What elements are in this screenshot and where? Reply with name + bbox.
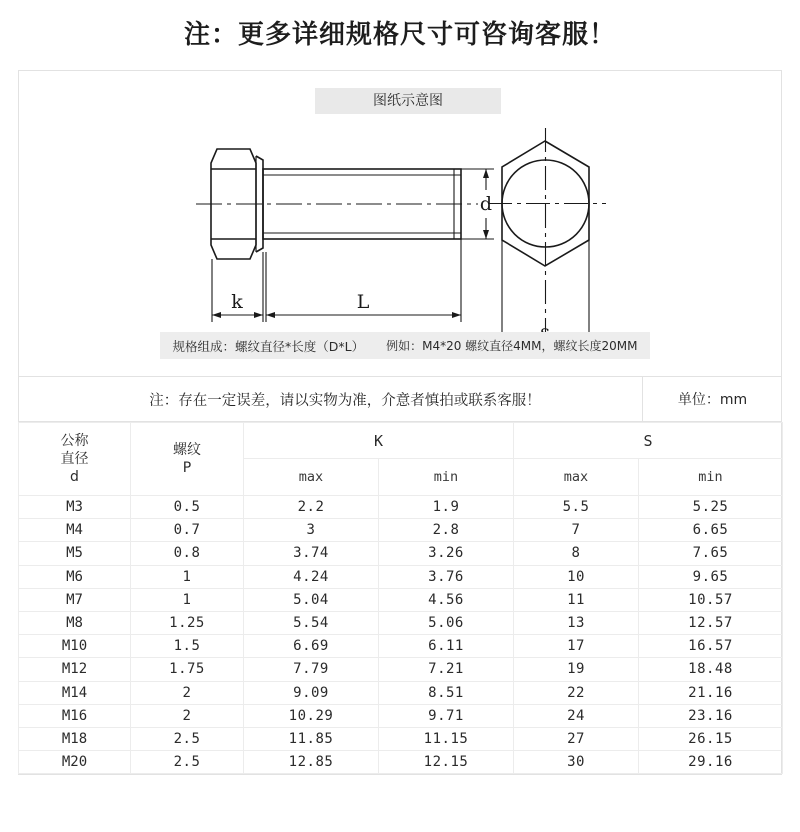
spec-example-text: 例如：M4*20 螺纹直径4MM，螺纹长度20MM [386,339,638,353]
header-s-min: min [639,459,783,496]
cell-k_min: 6.11 [379,635,514,658]
cell-d: M10 [19,635,131,658]
tolerance-note: 注：存在一定误差，请以实物为准，介意者慎拍或联系客服！ [18,377,643,421]
cell-d: M14 [19,681,131,704]
cell-k_max: 4.24 [244,565,379,588]
cell-p: 1.5 [131,635,244,658]
header-s-max: max [514,459,639,496]
cell-k_min: 9.71 [379,704,514,727]
diagram-caption: 图纸示意图 [315,88,501,114]
table-row [19,588,783,611]
table-row [19,565,783,588]
cell-d: M16 [19,704,131,727]
cell-d: M5 [19,542,131,565]
cell-s_min: 12.57 [639,611,783,634]
table-row [19,658,783,681]
spec-composition-text: 规格组成：螺纹直径*长度（D*L） [172,338,365,354]
cell-p: 2.5 [131,727,244,750]
cell-d: M18 [19,727,131,750]
cell-s_min: 16.57 [639,635,783,658]
cell-s_max: 19 [514,658,639,681]
cell-k_max: 5.04 [244,588,379,611]
table-row [19,704,783,727]
cell-k_max: 3 [244,519,379,542]
cell-k_max: 11.85 [244,727,379,750]
cell-p: 2.5 [131,751,244,774]
table-body [19,496,783,774]
cell-s_min: 9.65 [639,565,783,588]
header-nominal-diameter-line2: 直径 [60,451,89,467]
cell-s_max: 7 [514,519,639,542]
cell-k_min: 7.21 [379,658,514,681]
cell-p: 0.8 [131,542,244,565]
dimension-table [18,422,783,774]
cell-s_max: 24 [514,704,639,727]
cell-s_min: 23.16 [639,704,783,727]
table-header-row-1 [19,423,783,459]
cell-s_min: 10.57 [639,588,783,611]
cell-p: 1 [131,565,244,588]
header-group-k: K [244,423,514,459]
cell-s_min: 6.65 [639,519,783,542]
cell-k_max: 2.2 [244,496,379,519]
cell-s_min: 26.15 [639,727,783,750]
page-title: 注：更多详细规格尺寸可咨询客服！ [183,20,616,50]
table-row [19,519,783,542]
cell-k_min: 8.51 [379,681,514,704]
cell-s_min: 29.16 [639,751,783,774]
header-group-s: S [514,423,783,459]
header-nominal-diameter [19,423,131,496]
cell-k_max: 9.09 [244,681,379,704]
header-thread-pitch-line1: 螺纹 [173,442,201,458]
header-thread-pitch-line2: P [182,460,192,476]
dimension-label-d: d [479,193,493,215]
note-row [18,376,782,422]
cell-s_min: 18.48 [639,658,783,681]
cell-k_min: 5.06 [379,611,514,634]
cell-k_max: 5.54 [244,611,379,634]
cell-s_max: 22 [514,681,639,704]
cell-s_max: 27 [514,727,639,750]
table-row [19,681,783,704]
cell-p: 2 [131,704,244,727]
table-row [19,496,783,519]
cell-k_max: 12.85 [244,751,379,774]
cell-s_min: 21.16 [639,681,783,704]
cell-k_max: 3.74 [244,542,379,565]
cell-k_max: 7.79 [244,658,379,681]
cell-p: 1.25 [131,611,244,634]
header-nominal-diameter-line3: d [70,469,79,485]
unit-label: 单位：mm [677,392,748,408]
cell-k_min: 3.26 [379,542,514,565]
cell-p: 0.7 [131,519,244,542]
cell-k_min: 2.8 [379,519,514,542]
dimension-label-k: k [231,291,243,313]
cell-d: M12 [19,658,131,681]
cell-d: M3 [19,496,131,519]
cell-s_max: 8 [514,542,639,565]
bolt-technical-drawing [18,70,782,375]
cell-d: M4 [19,519,131,542]
cell-k_max: 10.29 [244,704,379,727]
cell-s_min: 7.65 [639,542,783,565]
cell-k_min: 12.15 [379,751,514,774]
cell-p: 0.5 [131,496,244,519]
cell-s_max: 17 [514,635,639,658]
cell-k_min: 1.9 [379,496,514,519]
cell-k_min: 3.76 [379,565,514,588]
diagram-panel [18,70,782,375]
table-row [19,611,783,634]
dimension-label-L: L [356,291,370,313]
cell-s_max: 5.5 [514,496,639,519]
table-row [19,727,783,750]
cell-d: M6 [19,565,131,588]
cell-s_min: 5.25 [639,496,783,519]
cell-p: 1.75 [131,658,244,681]
header-k-min: min [379,459,514,496]
cell-d: M8 [19,611,131,634]
cell-s_max: 10 [514,565,639,588]
header-nominal-diameter-line1: 公称 [60,433,89,449]
spec-composition-strip [160,332,650,359]
cell-k_min: 4.56 [379,588,514,611]
cell-d: M20 [19,751,131,774]
cell-p: 1 [131,588,244,611]
table-row [19,751,783,774]
cell-s_max: 13 [514,611,639,634]
header-thread-pitch [131,423,244,496]
cell-p: 2 [131,681,244,704]
cell-k_min: 11.15 [379,727,514,750]
table-row [19,635,783,658]
table-head [19,423,783,496]
cell-s_max: 11 [514,588,639,611]
cell-k_max: 6.69 [244,635,379,658]
cell-d: M7 [19,588,131,611]
table-row [19,542,783,565]
header-k-max: max [244,459,379,496]
cell-s_max: 30 [514,751,639,774]
